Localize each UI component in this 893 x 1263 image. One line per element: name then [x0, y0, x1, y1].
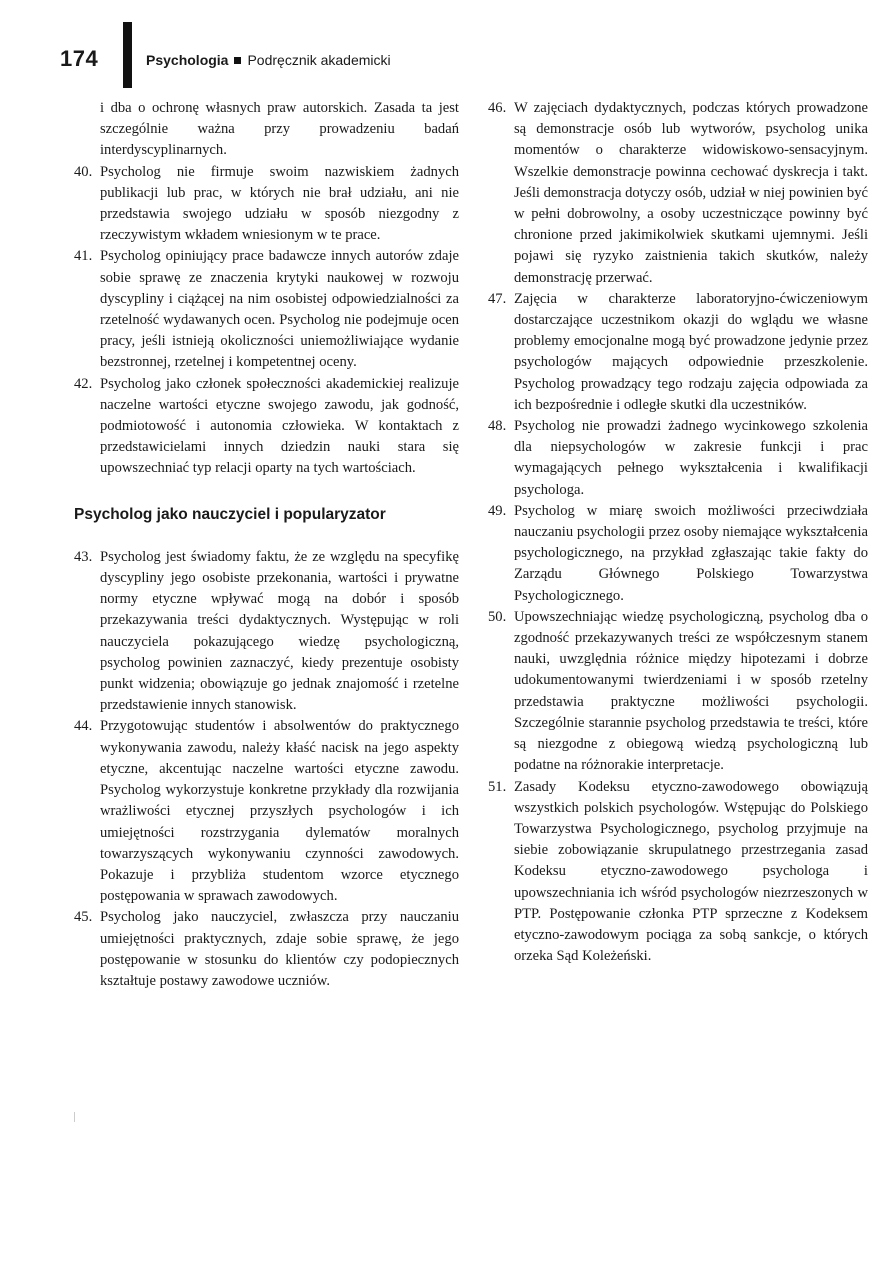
rule-number: 41. [74, 248, 93, 265]
rule-item-48 [488, 416, 868, 501]
rule-item-49 [488, 501, 868, 607]
section-heading: Psycholog jako nauczyciel i popularyzator [74, 505, 386, 523]
rule-text: Zajęcia w charakterze laboratoryjno-ćwiczeniowym dostarczające uczestnikom okazji do wglądu we własne problemy emocjonalne mogą być prowadzone jedynie przez psychologów mających odpowiednie przeszkolenie. Psycholog prowadzący tego rodzaju zajęcia odpowiada za ich bezpośrednie i odległe skutki dla uczestników. [514, 290, 868, 413]
rule-number: 48. [488, 418, 507, 435]
rule-item-45 [74, 907, 459, 992]
rule-number: 42. [74, 375, 93, 392]
rule-item-47 [488, 289, 868, 416]
rule-item-51 [488, 777, 868, 968]
rule-text: Zasady Kodeksu etyczno-zawodowego obowiązują wszystkich polskich psychologów. Wstępując do Polskiego Towarzystwa Psychologicznego, psycholog przyjmuje na siebie zobowiązanie skrupulatnego przestrzegania zasad Kodeksu etyczno-zawodowego psychologa i upowszechniania ich wśród psychologów niezrzeszonych w PTP. Postępowanie członka PTP sprzeczne z Kodeksem etyczno-zawodowym pociąga za sobą sankcje, o których orzeka Sąd Koleżeński. [514, 778, 868, 965]
rule-text: Psycholog jest świadomy faktu, że ze względu na specyfikę dyscypliny jego osobiste przekonania, wartości i prywatne normy etyczne wpływać mogą na dobór i sposób przekazywania treści dydaktycznych. Występując w roli nauczyciela pokazującego wiedzę psychologiczną, psycholog powinien zaznaczyć, kiedy prezentuje osobisty punkt widzenia; obowiązuje go jednak znajomość i rzetelne przedstawienie innych stanowisk. [100, 548, 459, 714]
page-header [48, 16, 468, 86]
square-bullet-icon [234, 57, 241, 64]
rule-number: 45. [74, 909, 93, 926]
rule-number: 49. [488, 502, 507, 519]
running-head [146, 52, 391, 68]
header-bar [123, 22, 132, 88]
rule-item-50 [488, 607, 868, 777]
rule-number: 51. [488, 778, 507, 795]
left-column [74, 98, 459, 992]
rule-number: 40. [74, 163, 93, 180]
rule-item-42 [74, 374, 459, 480]
rule-text: Psycholog jako nauczyciel, zwłaszcza przy nauczaniu umiejętności praktycznych, zdaje sobie sprawę, że jego postępowanie w stosunku do klientów czy podopiecznych kształtuje postawy zawodowe uczniów. [100, 909, 459, 989]
page-number: 174 [60, 46, 99, 71]
continuation-paragraph: i dba o ochronę własnych praw autorskich. Zasada ta jest szczególnie ważna przy prowadzeniu badań interdyscyplinarnych. [100, 100, 459, 159]
rule-number: 43. [74, 548, 93, 565]
rule-text: W zajęciach dydaktycznych, podczas których prowadzone są demonstracje osób lub wytworów, psycholog unika momentów o charakterze widowiskowo-sensacyjnym. Wszelkie demonstracje powinna cechować dyskrecja i takt. Jeśli demonstracja dotyczy osób, udział w niej powinien być w pełni dobrowolny, a osoby uczestniczące powinny być chronione przed jakimikolwiek skutkami ujemnymi. Jeśli pojawi się ryzyko zaistnienia takich skutków, należy demonstrację przerwać. [514, 100, 868, 286]
book-title: Psychologia [146, 52, 229, 68]
rule-text: Psycholog opiniujący prace badawcze innych autorów zdaje sobie sprawę ze znaczenia krytyki naukowej w rozwoju dyscypliny i ciążącej na nim osobistej odpowiedzialności za rzetelność wydawanych ocen. Psycholog nie podejmuje ocen pracy, jeśli istnieją okoliczności uniemożliwiające wydanie bezstronnej, rzetelnej i kompetentnej oceny. [100, 248, 459, 371]
rule-text: Psycholog nie prowadzi żadnego wycinkowego szkolenia dla niepsychologów w zakresie funkcji i prac wymagających pełnego wykształcenia i kwalifikacji psychologa. [514, 418, 868, 498]
book-subtitle: Podręcznik akademicki [247, 52, 391, 68]
rule-item-43 [74, 547, 459, 717]
rule-text: Psycholog jako członek społeczności akademickiej realizuje naczelne wartości etyczne swojego zawodu, jak godność, podmiotowość i autonomia człowieka. W kontaktach z przedstawicielami innych dziedzin nauki stara się upowszechniać typ relacji oparty na tych wartościach. [100, 375, 459, 477]
rule-text: Psycholog nie firmuje swoim nazwiskiem żadnych publikacji lub prac, w których nie brał udziału, ani nie przedstawia swojego udziału w sposób niezgodny z rzeczywistym wkładem wniesionym w te prace. [100, 163, 459, 244]
right-column [488, 98, 868, 967]
rule-number: 47. [488, 290, 507, 307]
rule-number: 46. [488, 100, 507, 116]
rule-item-40 [74, 162, 459, 247]
scan-mark [74, 1112, 75, 1122]
rule-number: 50. [488, 608, 507, 625]
rule-text: Psycholog w miarę swoich możliwości przeciwdziała nauczaniu psychologii przez osoby niemające wykształcenia psychologicznego, na przykład zgłaszając takie fakty do Zarządu Głównego Polskiego Towarzystwa Psychologicznego. [514, 502, 868, 604]
rule-text: Przygotowując studentów i absolwentów do praktycznego wykonywania zawodu, należy kłaść nacisk na jego aspekty etyczne, akcentując naczelne wartości etyczne zawodu. Psycholog wykorzystuje konkretne przykłady dla rozwijania wrażliwości etycznej przyszłych psychologów i ich umiejętności rozstrzygania dylematów moralnych towarzyszących wykonywaniu czynności zawodowych. Pokazuje i przybliża studentom wzorce etycznego postępowania w sprawach zawodowych. [100, 718, 459, 905]
rule-item-44 [74, 716, 459, 907]
rule-text: Upowszechniając wiedzę psychologiczną, psycholog dba o zgodność przekazywanych treści ze współczesnym stanem nauki, uwzględnia różnice między hipotezami i dobrze udokumentowanymi twierdzeniami i w sposób rzetelny przedstawia praktyczne możliwości psychologii. Szczególnie starannie psycholog przedstawia te treści, które są niezgodne z obiegową wiedzą psychologiczną lub podatne na różnorakie interpretacje. [514, 608, 868, 774]
rule-number: 44. [74, 718, 93, 735]
rule-item-46 [488, 98, 868, 289]
rule-item-41 [74, 246, 459, 373]
